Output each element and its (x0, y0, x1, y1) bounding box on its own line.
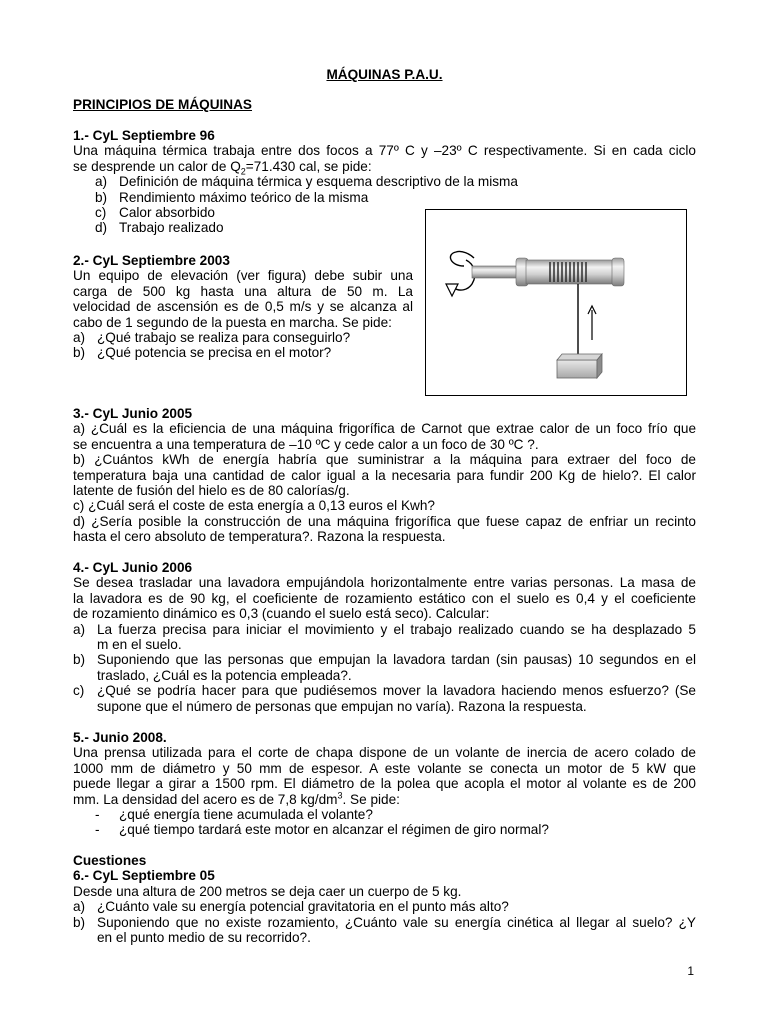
winch-drawing (426, 210, 686, 395)
question-1-item-b: b) Rendimiento máximo teórico de la misma (95, 189, 369, 205)
question-3-line-2: se encuentra a una temperatura de –10 ºC y cede calor a un foco de 30 ºC ?. (73, 436, 539, 452)
question-4-line-3: de rozamiento dinámico es 0,3 (cuando el suelo está seco). Calcular: (73, 606, 490, 622)
up-arrow-icon (588, 306, 596, 340)
question-1-line-2: se desprende un calor de $Q_2=71.430$ cal, se pide: (73, 158, 372, 177)
question-5 (73, 730, 696, 838)
question-4-line-2: la lavadora es de 90 kg, el coeficiente de rozamiento estático con el suelo es 0,4 y el coeficiente (73, 590, 696, 606)
lifting-device-figure (425, 209, 687, 396)
question-4-heading: 4.- CyL Junio 2006 (73, 560, 193, 575)
question-4 (73, 560, 696, 714)
question-3-line-6: c) ¿Cuál será el coste de esta energía a 0,13 euros el Kwh? (73, 498, 435, 514)
question-3-line-4: temperatura baja una cantidad de calor igual a la necesaria para fundir 200 Kg de hielo?. El calor (73, 467, 696, 483)
question-3-line-3: b) ¿Cuántos kWh de energía habría que suministrar a la máquina para extraer del foco de (73, 452, 696, 468)
question-4-item-a: a) La fuerza precisa para iniciar el movimiento y el trabajo realizado cuando se ha desplazado 5 m en el suelo. (73, 621, 696, 653)
question-6-item-a: a) ¿Cuánto vale su energía potencial gravitatoria en el punto más alto? (73, 899, 509, 915)
question-2-item-b: b) ¿Qué potencia se precisa en el motor? (73, 345, 332, 361)
question-6-heading: 6.- CyL Septiembre 05 (73, 868, 215, 884)
shaft (472, 266, 520, 278)
question-3-line-5: latente de fusión del hielo es de 80 calorías/g. (73, 483, 350, 499)
question-1-item-d: d) Trabajo realizado (95, 220, 224, 236)
page-number: 1 (687, 964, 694, 978)
question-2-item-a: a) ¿Qué trabajo se realiza para conseguirlo? (73, 330, 351, 346)
question-2-line-4: cabo de 1 segundo de la puesta en marcha. Se pide: (73, 314, 392, 330)
question-1-heading: 1.- CyL Septiembre 96 (73, 128, 215, 143)
question-6-item-b: b) Suponiendo que no existe rozamiento, ¿Cuánto vale su energía cinética al llegar al suelo? ¿Y en el punto medio de su recorrido?. (73, 914, 696, 946)
question-3 (73, 406, 696, 545)
question-1-item-a: a) Definición de máquina térmica y esquema descriptivo de la misma (95, 174, 518, 190)
question-5-heading: 5.- Junio 2008. (73, 730, 167, 745)
load-box (557, 354, 602, 378)
question-4-item-c: c) ¿Qué se podría hacer para que pudiésemos mover la lavadora haciendo menos esfuerzo? (Se supone que el número de personas que empujan no varía). Razona la respuesta. (73, 683, 696, 714)
question-3-heading: 3.- CyL Junio 2005 (73, 406, 193, 421)
question-4-line-1: Se desea trasladar una lavadora empujándola horizontalmente entre varias personas. La masa de (73, 575, 696, 591)
question-5-item-1: - ¿qué energía tiene acumulada el volante? (95, 807, 373, 823)
question-5-item-2: - ¿qué tiempo tardará este motor en alcanzar el régimen de giro normal? (95, 822, 549, 838)
section-heading: PRINCIPIOS DE MÁQUINAS (73, 97, 253, 112)
question-3-line-8: hasta el cero absoluto de temperatura?. Razona la respuesta. (73, 529, 446, 545)
question-2 (73, 253, 413, 361)
question-3-line-7: d) ¿Sería posible la construcción de una máquina frigorífica que fuese capaz de enfriar un recinto (73, 513, 696, 529)
question-5-line-4: mm. La densidad del acero es de 7,8 $kg/dm^3$. Se pide: (73, 790, 400, 807)
question-5-line-3: puede llegar a girar a 1500 rpm. El diámetro de la polea que acopla el motor al volante es de 200 (73, 776, 696, 792)
question-5-line-2: 1000 mm de diámetro y 50 mm de espesor. A este volante se conecta un motor de 5 kW que (73, 760, 696, 776)
questions-section (73, 853, 696, 945)
question-2-line-2: carga de 500 kg hasta una altura de 50 m. La (73, 283, 413, 299)
questions-heading: Cuestiones (73, 853, 147, 868)
question-4-item-b: b) Suponiendo que las personas que empujan la lavadora tardan (sin pausas) 10 segundos en el traslado, ¿Cuál es la potencia empleada?. (73, 652, 696, 683)
question-2-line-1: Un equipo de elevación (ver figura) debe subir una (73, 268, 413, 284)
question-1-line-1: Una máquina térmica trabaja entre dos focos a 77º C y –23º C respectivamente. Si en cada ciclo (73, 143, 696, 159)
question-1-item-c: c) Calor absorbido (95, 205, 215, 221)
question-3-line-1: a) ¿Cuál es la eficiencia de una máquina frigorífica de Carnot que extrae calor de un foco frío que (73, 421, 696, 437)
document-title: MÁQUINAS P.A.U. (326, 67, 443, 82)
rotation-arrow-icon (446, 251, 475, 296)
question-2-heading: 2.- CyL Septiembre 2003 (73, 253, 230, 268)
question-2-line-3: velocidad de ascensión es de 0,5 m/s y se alcanza al (73, 299, 413, 315)
question-6-intro: Desde una altura de 200 metros se deja caer un cuerpo de 5 kg. (73, 883, 462, 899)
question-5-line-1: Una prensa utilizada para el corte de chapa dispone de un volante de inercia de acero colado de (73, 745, 696, 761)
